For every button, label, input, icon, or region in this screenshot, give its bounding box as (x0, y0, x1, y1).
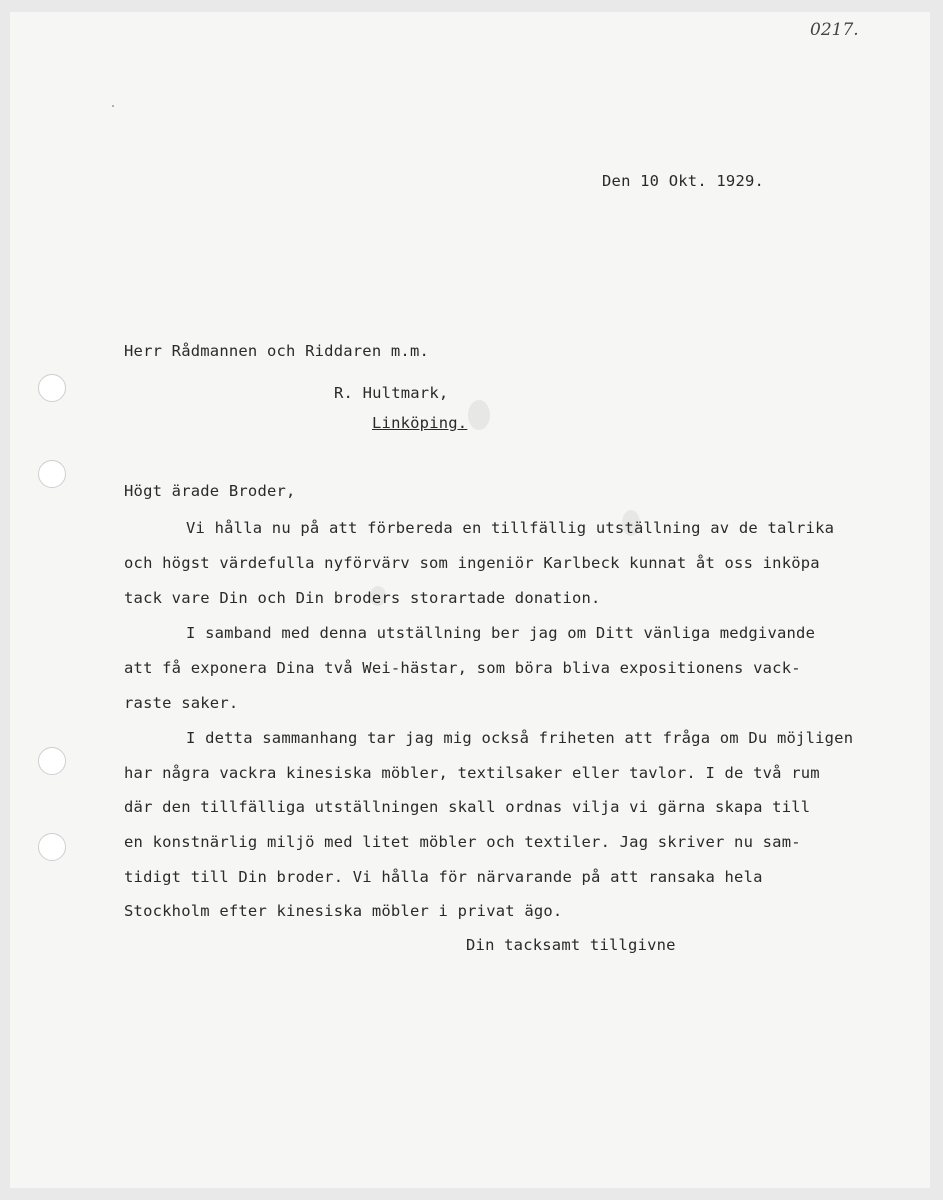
body-line: I detta sammanhang tar jag mig också friheten att fråga om Du möjligen (186, 729, 854, 747)
recipient-title: Herr Rådmannen och Riddaren m.m. (124, 342, 430, 360)
punch-hole (38, 374, 66, 402)
recipient-city: Linköping. (372, 414, 468, 432)
letter-page (10, 12, 930, 1188)
body-line: Stockholm efter kinesiska möbler i privat ägo. (124, 902, 563, 920)
body-line: tidigt till Din broder. Vi hålla för närvarande på att ransaka hela (124, 868, 763, 886)
punch-hole (38, 460, 66, 488)
archive-number: 0217. (810, 20, 859, 40)
body-line: att få exponera Dina två Wei-hästar, som böra bliva expositionens vack- (124, 659, 801, 677)
punch-hole (38, 747, 66, 775)
body-line: Vi hålla nu på att förbereda en tillfällig utställning av de talrika (186, 519, 835, 537)
closing: Din tacksamt tillgivne (466, 936, 676, 954)
paper-speck (112, 105, 114, 107)
letter-date: Den 10 Okt. 1929. (602, 172, 765, 190)
body-line: I samband med denna utställning ber jag om Ditt vänliga medgivande (186, 624, 816, 642)
recipient-name: R. Hultmark, (334, 384, 449, 402)
ink-smudge (468, 400, 490, 430)
salutation: Högt ärade Broder, (124, 482, 296, 500)
body-line: där den tillfälliga utställningen skall ordnas vilja vi gärna skapa till (124, 798, 811, 816)
body-line: tack vare Din och Din broders storartade donation. (124, 589, 601, 607)
body-line: en konstnärlig miljö med litet möbler och textiler. Jag skriver nu sam- (124, 833, 801, 851)
body-line: raste saker. (124, 694, 239, 712)
body-line: och högst värdefulla nyförvärv som ingeniör Karlbeck kunnat åt oss inköpa (124, 554, 820, 572)
body-line: har några vackra kinesiska möbler, textilsaker eller tavlor. I de två rum (124, 764, 820, 782)
punch-hole (38, 833, 66, 861)
